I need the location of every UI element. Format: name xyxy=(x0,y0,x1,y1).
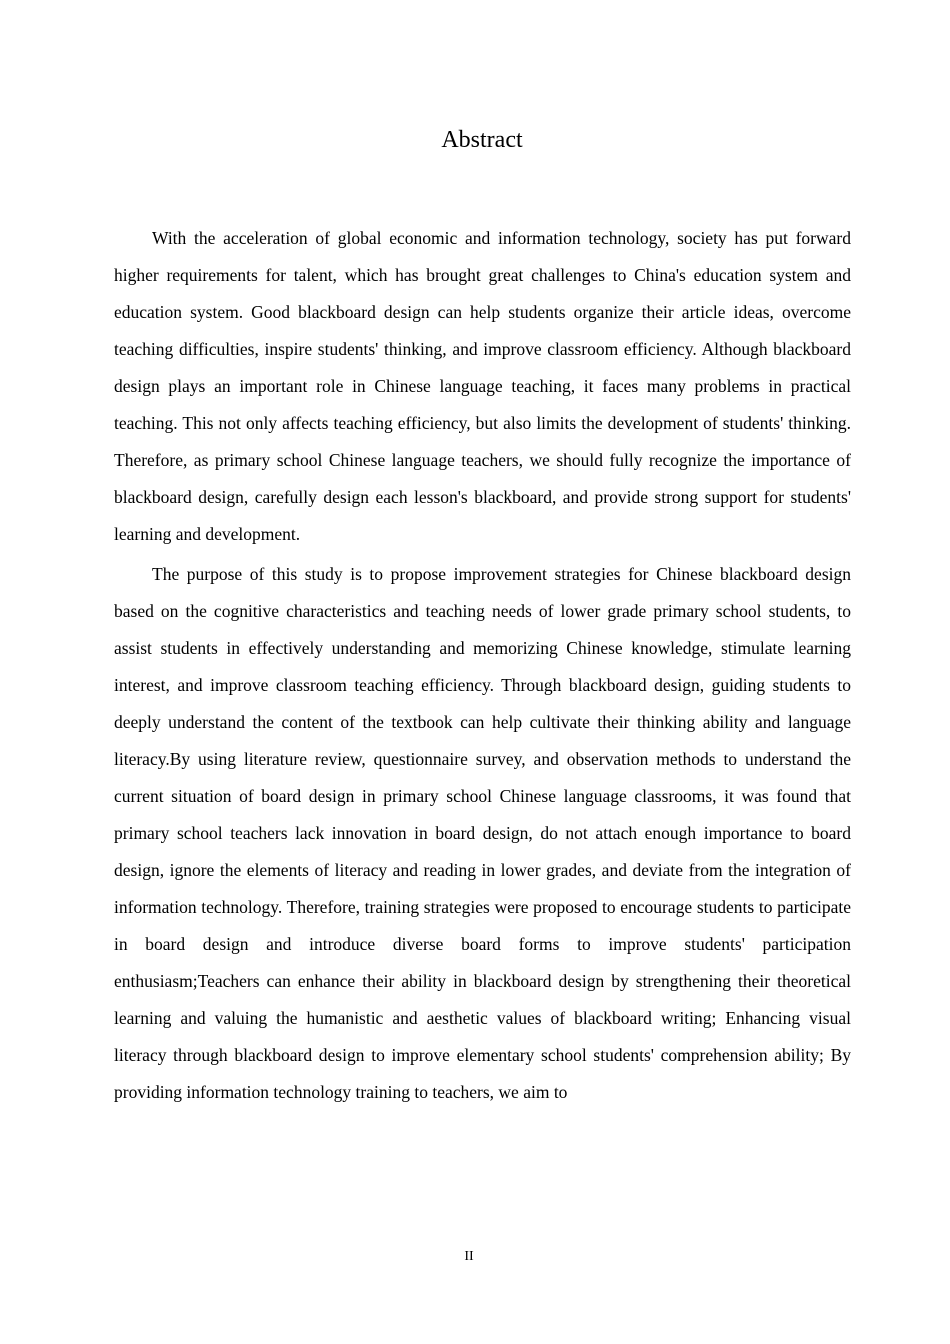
page-number: II xyxy=(464,1249,474,1264)
page-title: Abstract xyxy=(441,127,523,153)
abstract-paragraph-2: The purpose of this study is to propose improvement strategies for Chinese blackboard design based on the cognitive characteristics and teaching needs of lower grade primary school students, to assist students in effectively understanding and memorizing Chinese knowledge, stimulate learning interest, and improve classroom teaching efficiency. Through blackboard design, guiding students to deeply understand the content of the textbook can help cultivate their thinking ability and language literacy.By using literature review, questionnaire survey, and observation methods to understand the current situation of board design in primary school Chinese language classrooms, it was found that primary school teachers lack innovation in board design, do not attach enough importance to board design, ignore the elements of literacy and reading in lower grades, and deviate from the integration of information technology. Therefore, training strategies were proposed to encourage students to participate in board design and introduce diverse board forms to improve students' participation enthusiasm;Teachers can enhance their ability in blackboard design by strengthening their theoretical learning and valuing the humanistic and aesthetic values of blackboard writing; Enhancing visual literacy through blackboard design to improve elementary school students' comprehension ability; By providing information technology training to teachers, we aim to xyxy=(114,564,851,1102)
abstract-paragraph-1: With the acceleration of global economic and information technology, society has put forward higher requirements for talent, which has brought great challenges to China's education system and education system. Good blackboard design can help students organize their article ideas, overcome teaching difficulties, inspire students' thinking, and improve classroom efficiency. Although blackboard design plays an important role in Chinese language teaching, it faces many problems in practical teaching. This not only affects teaching efficiency, but also limits the development of students' thinking. Therefore, as primary school Chinese language teachers, we should fully recognize the importance of blackboard design, carefully design each lesson's blackboard, and provide strong support for students' learning and development. xyxy=(114,228,851,544)
abstract-body xyxy=(114,220,851,1114)
